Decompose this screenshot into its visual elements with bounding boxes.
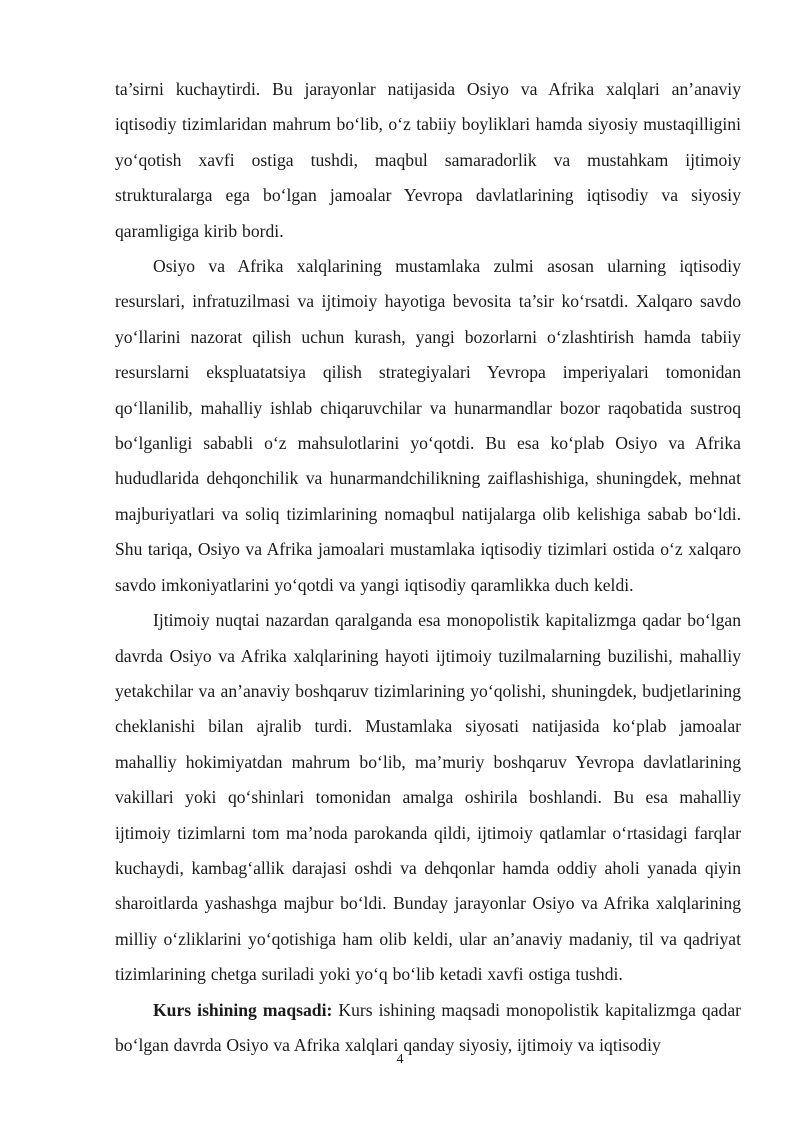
course-goal-text: Kurs ishining maqsadi monopolistik kapitalizmga qadar bo‘lgan davrda Osiyo va Afrika xalqlari qanday siyosiy, ijtimoiy va iqtisodiy: [115, 999, 742, 1055]
document-page: [115, 72, 741, 1063]
paragraph-continuation: ta’sirni kuchaytirdi. Bu jarayonlar natijasida Osiyo va Afrika xalqlari an’anaviy iqtisodiy tizimlaridan mahrum bo‘lib, o‘z tabiiy boyliklari hamda siyosiy mustaqilligini yo‘qotish xavfi ostiga tushdi, maqbul samaradorlik va mustahkam ijtimoiy strukturalarga ega bo‘lgan jamoalar Yevropa davlatlarining iqtisodiy va siyosiy qaramligiga kirib bordi.: [115, 79, 741, 241]
page-number: 4: [396, 1052, 404, 1067]
paragraph-economic-impact: Osiyo va Afrika xalqlarining mustamlaka zulmi asosan ularning iqtisodiy resurslari, infratuzilmasi va ijtimoiy hayotiga bevosita ta’sir ko‘rsatdi. Xalqaro savdo yo‘llarini nazorat qilish uchun kurash, yangi bozorlarni o‘zlashtirish hamda tabiiy resurslarni ekspluatatsiya qilish strategiyalari Yevropa imperiyalari tomonidan qo‘llanilib, mahalliy ishlab chiqaruvchilar va hunarmandlar bozor raqobatida sustroq bo‘lganligi sababli o‘z mahsulotlarini yo‘qotdi. Bu esa ko‘plab Osiyo va Afrika hududlarida dehqonchilik va hunarmandchilikning zaiflashishiga, shuningdek, mehnat majburiyatlari va soliq tizimlarining nomaqbul natijalarga olib kelishiga sabab bo‘ldi. Shu tariqa, Osiyo va Afrika jamoalari mustamlaka iqtisodiy tizimlari ostida o‘z xalqaro savdo imkoniyatlarini yo‘qotdi va yangi iqtisodiy qaramlikka duch keldi.: [115, 256, 741, 595]
course-goal-heading: Kurs ishining maqsadi:: [153, 999, 333, 1020]
paragraph-social-impact: Ijtimoiy nuqtai nazardan qaralganda esa monopolistik kapitalizmga qadar bo‘lgan davrda Osiyo va Afrika xalqlarining hayoti ijtimoiy tuzilmalarning buzilishi, mahalliy yetakchilar va an’anaviy boshqaruv tizimlarining yo‘qolishi, shuningdek, budjetlarining cheklanishi bilan ajralib turdi. Mustamlaka siyosati natijasida ko‘plab jamoalar mahalliy hokimiyatdan mahrum bo‘lib, ma’muriy boshqaruv Yevropa davlatlarining vakillari yoki qo‘shinlari tomonidan amalga oshirila boshlandi. Bu esa mahalliy ijtimoiy tizimlarni tom ma’noda parokanda qildi, ijtimoiy qatlamlar o‘rtasidagi farqlar kuchaydi, kambag‘allik darajasi oshdi va dehqonlar hamda oddiy aholi yanada qiyin sharoitlarda yashashga majbur bo‘ldi. Bunday jarayonlar Osiyo va Afrika xalqlarining milliy o‘zliklarini yo‘qotishiga ham olib keldi, ular an’anaviy madaniy, til va qadriyat tizimlarining chetga suriladi yoki yo‘q bo‘lib ketadi xavfi ostiga tushdi.: [115, 610, 741, 985]
